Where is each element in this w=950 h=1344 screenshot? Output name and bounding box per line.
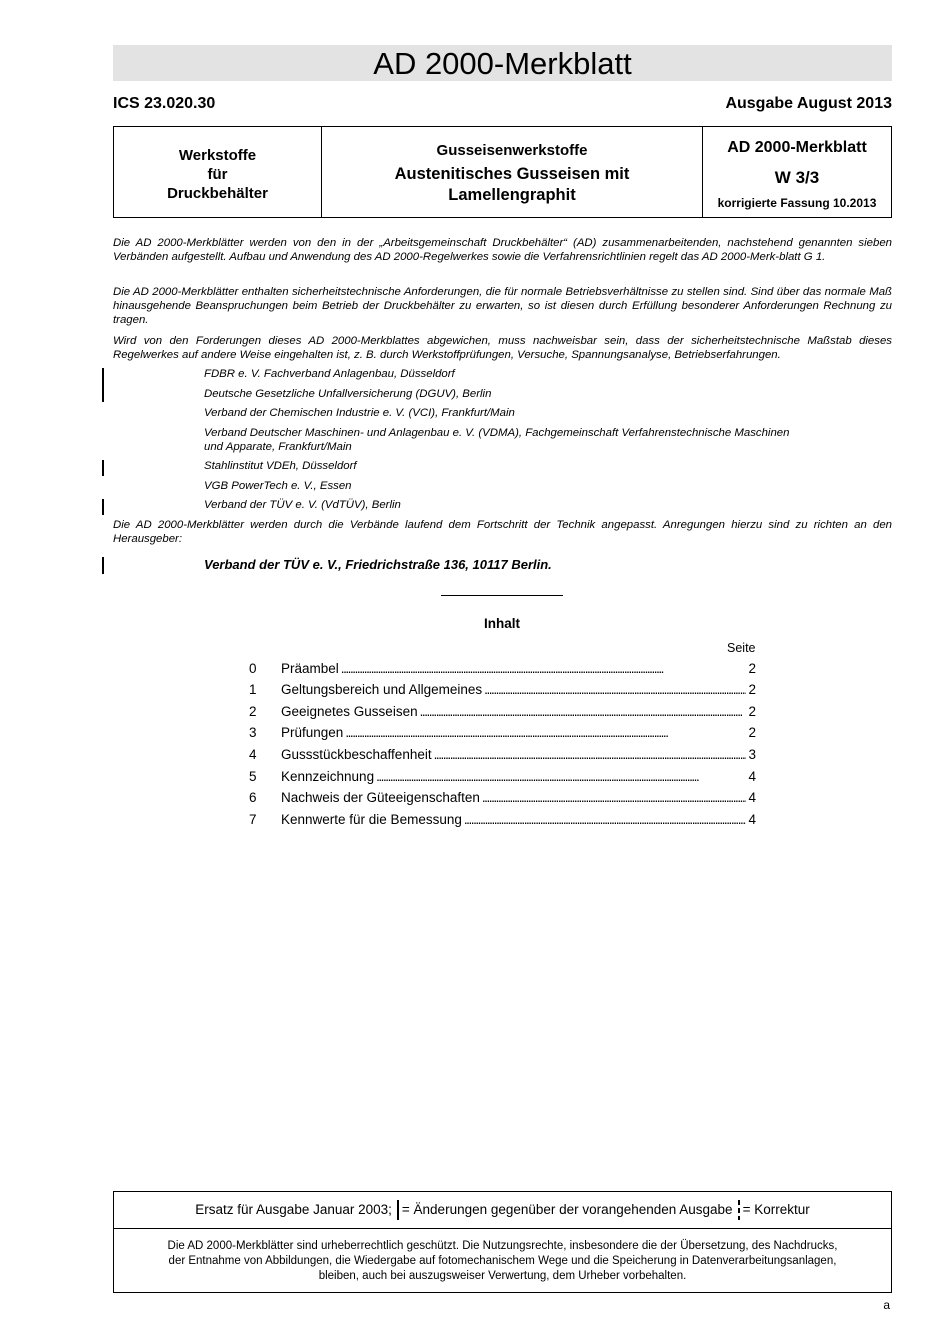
toc-entry[interactable] (249, 768, 756, 786)
category-cell (114, 127, 322, 217)
change-bar (102, 368, 104, 402)
toc-page-number: 3 (748, 747, 756, 762)
sheet-id-cell (703, 127, 891, 217)
page-marker: a (883, 1298, 890, 1312)
toc-page-number: 2 (748, 682, 756, 697)
toc-title: Präambel (281, 661, 339, 676)
intro-paragraph: Die AD 2000-Merkblätter werden von den in der „Arbeitsgemeinschaft Druckbehälter“ (AD) zusammenarbeitenden, nachstehend genannten sieben Verbänden aufgestellt. Aufbau und Anwendung des AD 2000-Regelwerkes sowie die Verfahrensrichtlinien regelt das AD 2000-Merk-blatt G 1. (113, 237, 892, 263)
toc-entry[interactable] (249, 703, 756, 721)
toc-page-number: 2 (748, 725, 756, 740)
toc-entry[interactable] (249, 789, 756, 807)
organization-item: Verband Deutscher Maschinen- und Anlagenbau e. V. (VDMA), Fachgemeinschaft Verfahrenstechnische Maschinen (204, 427, 790, 439)
organization-item: Stahlinstitut VDEh, Düsseldorf (204, 460, 357, 472)
toc-entry[interactable] (249, 746, 756, 764)
toc-entry[interactable] (249, 811, 756, 829)
toc-page-number: 2 (748, 704, 756, 719)
subject-group: Gusseisenwerkstoffe (436, 142, 588, 159)
change-bar (102, 499, 104, 515)
toc-page-number: 4 (748, 769, 756, 784)
correction-bar-symbol (738, 1200, 740, 1220)
changes-legend: = Änderungen gegenüber der vorangehenden Ausgabe (401, 1202, 733, 1217)
sheet-revision-note: korrigierte Fassung 10.2013 (717, 196, 877, 210)
publisher-address: Verband der TÜV e. V., Friedrichstraße 136, 10117 Berlin. (204, 557, 552, 572)
subject-cell (322, 127, 703, 217)
document-title: AD 2000-Merkblatt (113, 45, 892, 81)
subject-title (322, 164, 702, 206)
toc-page-number: 2 (748, 661, 756, 676)
footer-edition-line (114, 1192, 891, 1229)
intro-paragraph: Die AD 2000-Merkblätter enthalten sicherheitstechnische Anforderungen, die für normale Betriebsverhältnisse zu stellen sind. Sind über das normale Maß hinausgehende Beanspruchungen beim Betrieb der Druckbehälter zu erwarten, so ist diesen durch Erfüllung besonderer Anforderungen Rechnung zu tragen. (113, 286, 892, 326)
replacement-note: Ersatz für Ausgabe Januar 2003; (195, 1202, 392, 1217)
toc-leader-dots (482, 789, 747, 807)
toc-leader-dots (464, 811, 747, 829)
toc-number: 4 (249, 747, 257, 762)
copyright-notice (114, 1239, 891, 1284)
organization-item: VGB PowerTech e. V., Essen (204, 480, 352, 492)
category-line: Werkstoffe (178, 147, 257, 164)
toc-title: Kennwerte für die Bemessung (281, 812, 462, 827)
toc-number: 5 (249, 769, 257, 784)
toc-entry[interactable] (249, 681, 756, 699)
copyright-line: bleiben, auch bei auszugsweiser Verwertung, dem Urheber vorbehalten. (318, 1270, 687, 1282)
toc-title: Geeignetes Gusseisen (281, 704, 418, 719)
intro-paragraph: Die AD 2000-Merkblätter werden durch die Verbände laufend dem Fortschritt der Technik angepasst. Anregungen hierzu sind zu richten an den Herausgeber: (113, 519, 892, 545)
toc-entry[interactable] (249, 724, 756, 742)
subject-title-line: Austenitisches Gusseisen mit (394, 165, 630, 183)
category-line: für (207, 166, 228, 183)
change-bar (102, 557, 104, 574)
change-bar-symbol (397, 1200, 399, 1220)
copyright-line: Die AD 2000-Merkblätter sind urheberrechtlich geschützt. Die Nutzungsrechte, insbesondere die der Übersetzung, des Nachdrucks, (167, 1240, 838, 1252)
header-info-box (113, 126, 892, 218)
toc-entry[interactable] (249, 660, 756, 678)
toc-title: Nachweis der Güteeigenschaften (281, 790, 480, 805)
organization-item: Deutsche Gesetzliche Unfallversicherung (DGUV), Berlin (204, 388, 492, 400)
subject-title-line: Lamellengraphit (448, 186, 576, 204)
toc-leader-dots (345, 724, 746, 742)
toc-title: Gussstückbeschaffenheit (281, 747, 432, 762)
toc-leader-dots (484, 681, 746, 699)
toc-leader-dots (376, 768, 746, 786)
organization-item: und Apparate, Frankfurt/Main (204, 441, 352, 453)
sheet-code: W 3/3 (774, 168, 820, 187)
toc-title: Geltungsbereich und Allgemeines (281, 682, 483, 697)
toc-number: 6 (249, 790, 257, 805)
toc-heading: Inhalt (484, 616, 520, 631)
sheet-series: AD 2000-Merkblatt (727, 139, 867, 156)
toc-number: 0 (249, 661, 257, 676)
toc-number: 3 (249, 725, 257, 740)
toc-page-number: 4 (748, 812, 756, 827)
ics-code: ICS 23.020.30 (113, 95, 216, 112)
toc-number: 2 (249, 704, 257, 719)
copyright-line: der Entnahme von Abbildungen, die Wiedergabe auf fotomechanischem Wege und die Speicherung in Datenverarbeitungsanlagen, (168, 1255, 837, 1267)
toc-page-number: 4 (748, 790, 756, 805)
toc-leader-dots (420, 703, 747, 721)
edition-date: Ausgabe August 2013 (725, 95, 892, 112)
footer-box (113, 1191, 892, 1293)
divider (441, 595, 563, 596)
toc-leader-dots (341, 660, 747, 678)
intro-paragraph: Wird von den Forderungen dieses AD 2000-Merkblattes abgewichen, muss nachweisbar sein, dass der sicherheitstechnische Maßstab dieses Regelwerkes auf andere Weise eingehalten ist, z. B. durch Werkstoffprüfungen, Versuche, Spannungsanalyse, Betriebserfahrungen. (113, 335, 892, 361)
organization-item: Verband der TÜV e. V. (VdTÜV), Berlin (204, 499, 401, 511)
correction-legend: = Korrektur (742, 1202, 810, 1217)
toc-leader-dots (434, 746, 747, 764)
category-line: Druckbehälter (167, 185, 268, 202)
toc-number: 1 (249, 682, 257, 697)
toc-page-label: Seite (727, 641, 756, 655)
organization-item: FDBR e. V. Fachverband Anlagenbau, Düsseldorf (204, 368, 455, 380)
toc-title: Prüfungen (281, 725, 344, 740)
toc-title: Kennzeichnung (281, 769, 375, 784)
organization-item: Verband der Chemischen Industrie e. V. (VCI), Frankfurt/Main (204, 407, 515, 419)
toc-number: 7 (249, 812, 257, 827)
change-bar (102, 460, 104, 476)
